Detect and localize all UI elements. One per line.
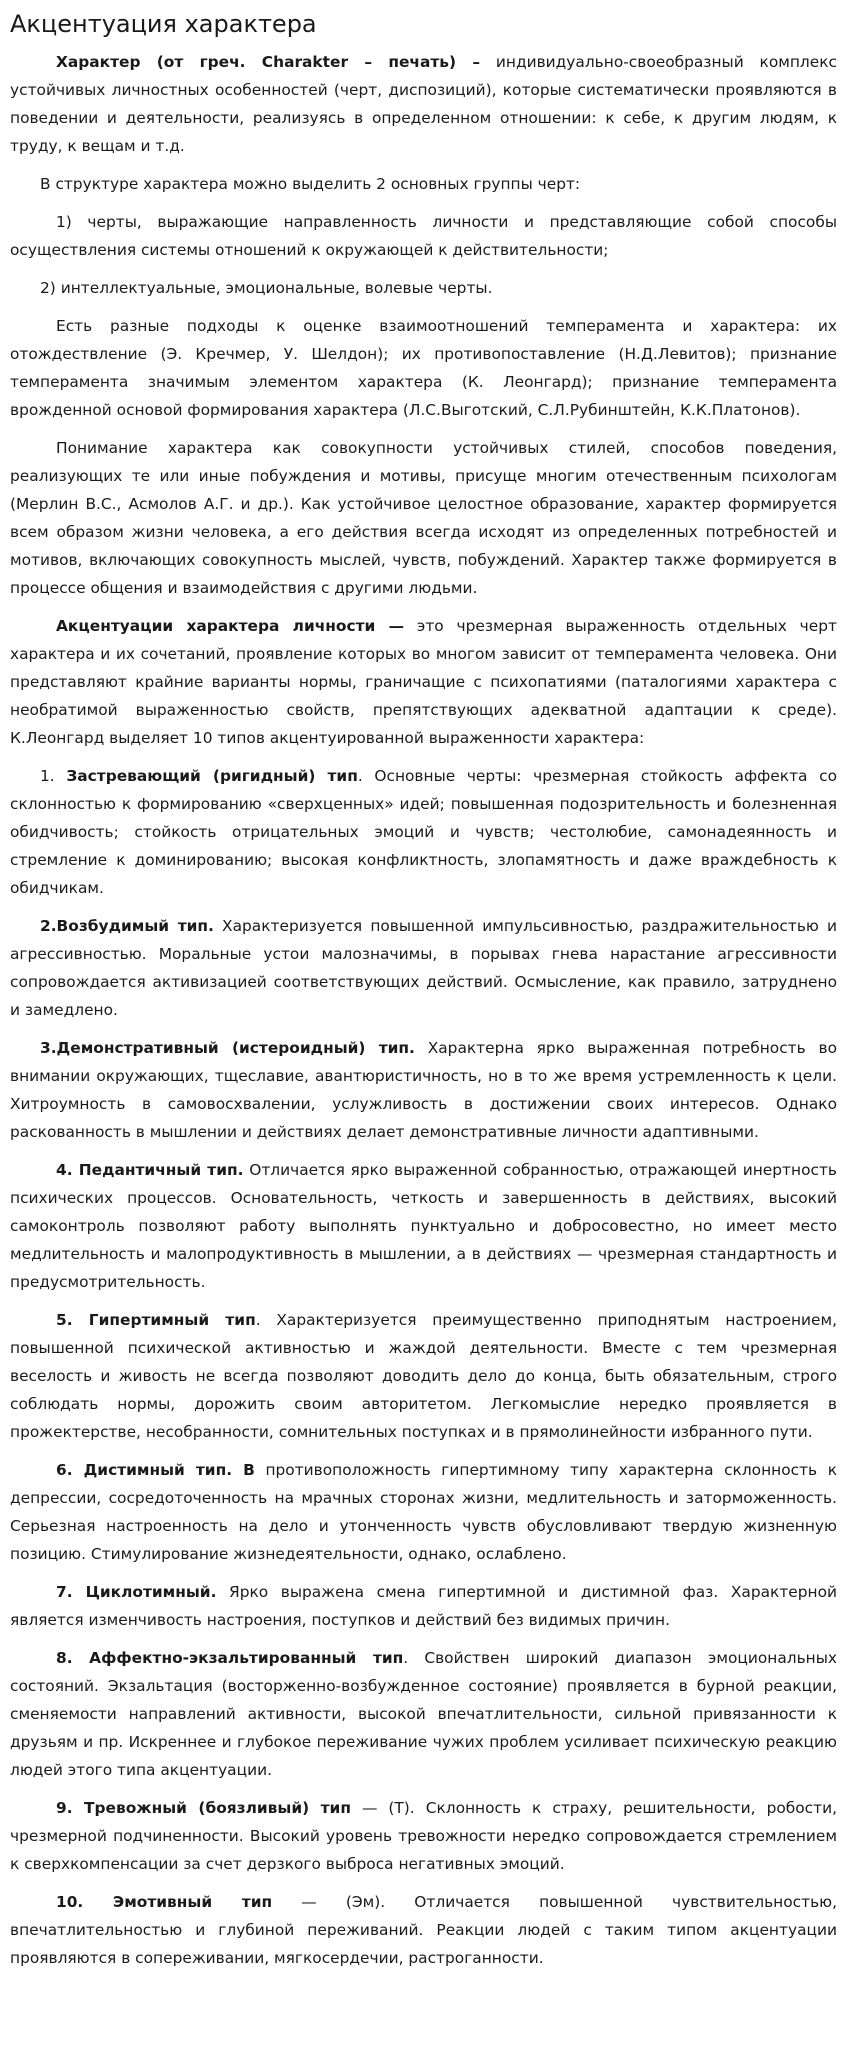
type-text: . Свойствен широкий диапазон эмоциональных состояний. Экзальтация (восторженно-возбужденное состояние) проявляется в бурной реакции, сменяемости направлений активности, высокой впечатлительности, сильной привязанности к друзьям и пр. Искреннее и глубокое переживание чужих проблем усиливает психическую реакцию людей этого типа акцентуации. [10, 1649, 837, 1779]
understanding-paragraph: Понимание характера как совокупности устойчивых стилей, способов поведения, реализующих те или иные побуждения и мотивы, присуще многим отечественным психологам (Мерлин В.С., Асмолов А.Г. и др.). Как устойчивое целостное образование, характер формируется всем образом жизни человека, а его действия всегда исходят из определенных потребностей и мотивов, включающих совокупность мыслей, чувств, побуждений. Характер также формируется в процессе общения и взаимодействия с другими людьми. [10, 439, 837, 597]
type-text: Характеризуется повышенной импульсивностью, раздражительностью и агрессивностью. Моральные устои малозначимы, в порывах гнева нарастание агрессивности сопровождается активизацией соответствующих действий. Осмысление, как правило, затруднено и замедлено. [10, 917, 837, 1019]
type-item-4 [10, 1156, 837, 1296]
type-text: — (Эм). Отличается повышенной чувствительностью, впечатлительностью и глубиной переживаний. Реакции людей с таким типом акцентуации проявляются в сопереживании, мягкосердечии, растроганности. [10, 1893, 837, 1967]
type-item-3 [10, 1034, 837, 1146]
accentuation-paragraph [10, 612, 837, 752]
type-name: 6. Дистимный тип. В [56, 1461, 255, 1479]
type-item-1 [10, 762, 837, 902]
group-item-1: 1) черты, выражающие направленность личности и представляющие собой способы осуществления системы отношений к окружающей к действительности; [10, 213, 837, 259]
accentuation-term: Акцентуации характера личности — [56, 617, 405, 635]
type-name: Застревающий (ригидный) тип [66, 767, 358, 785]
type-name: 9. Тревожный (боязливый) тип [56, 1799, 351, 1817]
structure-intro: В структуре характера можно выделить 2 основных группы черт: [40, 175, 581, 193]
type-name: 8. Аффектно-экзальтированный тип [56, 1649, 404, 1667]
type-text: . Характеризуется преимущественно приподнятым настроением, повышенной психической активностью и жаждой деятельности. Вместе с тем чрезмерная веселость и живость не всегда позволяют доводить дело до конца, быть обязательным, строго соблюдать нормы, дорожить своим авторитетом. Легкомыслие нередко проявляется в прожектерстве, несобранности, сомнительных поступках и в прямолинейности избранного пути. [10, 1311, 837, 1441]
type-name: 10. Эмотивный тип [56, 1893, 273, 1911]
type-item-8 [10, 1644, 837, 1784]
type-name: 4. Педантичный тип. [56, 1161, 244, 1179]
type-name: 2.Возбудимый тип. [40, 917, 214, 935]
type-item-6 [10, 1456, 837, 1568]
page-title: Акцентуация характера [10, 10, 317, 38]
type-item-10 [10, 1888, 837, 1972]
type-name: 3.Демонстративный (истероидный) тип. [40, 1039, 415, 1057]
group-item-2: 2) интеллектуальные, эмоциональные, волевые черты. [40, 279, 493, 297]
type-item-7 [10, 1578, 837, 1634]
definition-paragraph [10, 48, 837, 160]
type-name: 7. Циклотимный. [56, 1583, 217, 1601]
type-text: Характерна ярко выраженная потребность во внимании окружающих, тщеславие, авантюристичность, но в то же время устремленность к цели. Хитроумность в самовосхвалении, услужливость в достижении своих интересов. Однако раскованность в мышлении и действиях делает демонстративные личности адаптивными. [10, 1039, 837, 1141]
approaches-paragraph: Есть разные подходы к оценке взаимоотношений темперамента и характера: их отождествление (Э. Кречмер, У. Шелдон); их противопоставление (Н.Д.Левитов); признание темперамента значимым элементом характера (К. Леонгард); признание темперамента врожденной основой формирования характера (Л.С.Выготский, С.Л.Рубинштейн, К.К.Платонов). [10, 317, 837, 419]
definition-text: индивидуально-своеобразный комплекс устойчивых личностных особенностей (черт, диспозиций), которые систематически проявляются в поведении и деятельности, реализуясь в определенном отношении: к себе, к другим людям, к труду, к вещам и т.д. [10, 53, 837, 155]
definition-term: Характер (от греч. Charakter – печать) – [56, 53, 481, 71]
type-text: противоположность гипертимному типу характерна склонность к депрессии, сосредоточенность на мрачных сторонах жизни, медлительность и заторможенность. Серьезная настроенность на дело и утонченность чувств обусловливают твердую жизненную позицию. Стимулирование жизнедеятельности, однако, ослаблено. [10, 1461, 838, 1563]
type-text: — (Т). Склонность к страху, решительности, робости, чрезмерной подчиненности. Высокий уровень тревожности нередко сопровождается стремлением к сверхкомпенсации за счет дерзкого выброса негативных эмоций. [10, 1799, 837, 1873]
type-item-2 [10, 912, 837, 1024]
type-text: Отличается ярко выраженной собранностью, отражающей инертность психических процессов. Основательность, четкость и завершенность в действиях, высокий самоконтроль позволяют работу выполнять пунктуально и добросовестно, но имеет место медлительность и малопродуктивность в мышлении, а в действиях — чрезмерная стандартность и предусмотрительность. [10, 1161, 837, 1291]
type-name: 5. Гипертимный тип [56, 1311, 256, 1329]
type-prefix: 1. [40, 767, 67, 785]
type-item-5 [10, 1306, 837, 1446]
type-text: . Основные черты: чрезмерная стойкость аффекта со склонностью к формированию «сверхценных» идей; повышенная подозрительность и болезненная обидчивость; стойкость отрицательных эмоций и чувств; честолюбие, самонадеянность и стремление к доминированию; высокая конфликтность, злопамятность и даже враждебность к обидчикам. [10, 767, 837, 897]
type-item-9 [10, 1794, 837, 1878]
type-text: Ярко выражена смена гипертимной и дистимной фаз. Характерной является изменчивость настроения, поступков и действий без видимых причин. [10, 1583, 838, 1629]
accentuation-text: это чрезмерная выраженность отдельных черт характера и их сочетаний, проявление которых во многом зависит от темперамента человека. Они представляют крайние варианты нормы, граничащие с психопатиями (паталогиями характера с необратимой выраженностью свойств, препятствующих адекватной адаптации к среде). К.Леонгард выделяет 10 типов акцентуированной выраженности характера: [10, 617, 837, 747]
